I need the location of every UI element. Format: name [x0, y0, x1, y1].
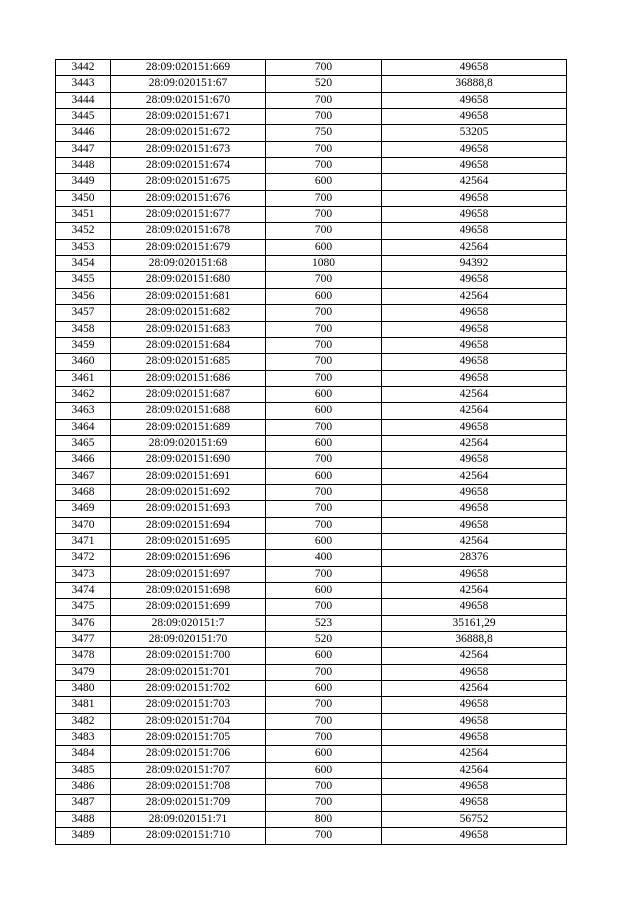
table-row: [56, 713, 567, 729]
table-row: [56, 272, 567, 288]
row-number-cell: 3444: [56, 92, 111, 108]
value-cell: 49658: [382, 92, 567, 108]
table-row: [56, 648, 567, 664]
row-number-cell: 3447: [56, 141, 111, 157]
table-row: [56, 779, 567, 795]
row-number-cell: 3465: [56, 435, 111, 451]
table-row: [56, 501, 567, 517]
row-number-cell: 3450: [56, 190, 111, 206]
row-number-cell: 3459: [56, 337, 111, 353]
area-cell: 700: [266, 566, 382, 582]
value-cell: 49658: [382, 321, 567, 337]
cadastral-number-cell: 28:09:020151:68: [111, 256, 266, 272]
table-row: [56, 746, 567, 762]
row-number-cell: 3451: [56, 207, 111, 223]
value-cell: 42564: [382, 386, 567, 402]
cadastral-number-cell: 28:09:020151:708: [111, 779, 266, 795]
table-row: [56, 288, 567, 304]
table-row: [56, 419, 567, 435]
area-cell: 1080: [266, 256, 382, 272]
cadastral-number-cell: 28:09:020151:685: [111, 354, 266, 370]
table-row: [56, 141, 567, 157]
cadastral-number-cell: 28:09:020151:67: [111, 76, 266, 92]
value-cell: 49658: [382, 109, 567, 125]
table-row: [56, 762, 567, 778]
value-cell: 42564: [382, 288, 567, 304]
value-cell: 42564: [382, 533, 567, 549]
value-cell: 36888,8: [382, 632, 567, 648]
row-number-cell: 3482: [56, 713, 111, 729]
row-number-cell: 3470: [56, 517, 111, 533]
area-cell: 800: [266, 811, 382, 827]
area-cell: 700: [266, 697, 382, 713]
row-number-cell: 3466: [56, 452, 111, 468]
cadastral-number-cell: 28:09:020151:696: [111, 550, 266, 566]
row-number-cell: 3471: [56, 533, 111, 549]
table-row: [56, 435, 567, 451]
area-cell: 600: [266, 435, 382, 451]
value-cell: 49658: [382, 452, 567, 468]
cadastral-number-cell: 28:09:020151:671: [111, 109, 266, 125]
cadastral-number-cell: 28:09:020151:695: [111, 533, 266, 549]
row-number-cell: 3443: [56, 76, 111, 92]
value-cell: 42564: [382, 648, 567, 664]
value-cell: 42564: [382, 681, 567, 697]
cadastral-number-cell: 28:09:020151:687: [111, 386, 266, 402]
row-number-cell: 3463: [56, 403, 111, 419]
area-cell: 600: [266, 468, 382, 484]
area-cell: 520: [266, 76, 382, 92]
table-row: [56, 337, 567, 353]
cadastral-number-cell: 28:09:020151:700: [111, 648, 266, 664]
table-row: [56, 730, 567, 746]
cadastral-number-cell: 28:09:020151:673: [111, 141, 266, 157]
value-cell: 49658: [382, 501, 567, 517]
cadastral-number-cell: 28:09:020151:70: [111, 632, 266, 648]
cadastral-number-cell: 28:09:020151:681: [111, 288, 266, 304]
cadastral-number-cell: 28:09:020151:691: [111, 468, 266, 484]
parcel-table-body: [56, 60, 567, 845]
area-cell: 600: [266, 762, 382, 778]
row-number-cell: 3449: [56, 174, 111, 190]
row-number-cell: 3486: [56, 779, 111, 795]
value-cell: 42564: [382, 174, 567, 190]
cadastral-number-cell: 28:09:020151:683: [111, 321, 266, 337]
value-cell: 49658: [382, 697, 567, 713]
area-cell: 600: [266, 533, 382, 549]
table-row: [56, 632, 567, 648]
row-number-cell: 3473: [56, 566, 111, 582]
row-number-cell: 3469: [56, 501, 111, 517]
cadastral-number-cell: 28:09:020151:699: [111, 599, 266, 615]
value-cell: 42564: [382, 583, 567, 599]
value-cell: 49658: [382, 272, 567, 288]
cadastral-number-cell: 28:09:020151:707: [111, 762, 266, 778]
area-cell: 600: [266, 174, 382, 190]
area-cell: 523: [266, 615, 382, 631]
value-cell: 35161,29: [382, 615, 567, 631]
cadastral-number-cell: 28:09:020151:704: [111, 713, 266, 729]
row-number-cell: 3460: [56, 354, 111, 370]
table-row: [56, 599, 567, 615]
value-cell: 42564: [382, 403, 567, 419]
area-cell: 600: [266, 403, 382, 419]
cadastral-number-cell: 28:09:020151:690: [111, 452, 266, 468]
value-cell: 42564: [382, 239, 567, 255]
area-cell: 700: [266, 419, 382, 435]
value-cell: 49658: [382, 730, 567, 746]
table-row: [56, 223, 567, 239]
row-number-cell: 3445: [56, 109, 111, 125]
row-number-cell: 3468: [56, 484, 111, 500]
area-cell: 520: [266, 632, 382, 648]
table-row: [56, 681, 567, 697]
cadastral-number-cell: 28:09:020151:71: [111, 811, 266, 827]
table-row: [56, 190, 567, 206]
row-number-cell: 3442: [56, 60, 111, 76]
cadastral-number-cell: 28:09:020151:669: [111, 60, 266, 76]
row-number-cell: 3454: [56, 256, 111, 272]
row-number-cell: 3462: [56, 386, 111, 402]
area-cell: 700: [266, 337, 382, 353]
value-cell: 49658: [382, 354, 567, 370]
row-number-cell: 3474: [56, 583, 111, 599]
value-cell: 49658: [382, 664, 567, 680]
area-cell: 600: [266, 648, 382, 664]
area-cell: 700: [266, 60, 382, 76]
row-number-cell: 3478: [56, 648, 111, 664]
table-row: [56, 664, 567, 680]
cadastral-number-cell: 28:09:020151:677: [111, 207, 266, 223]
cadastral-number-cell: 28:09:020151:697: [111, 566, 266, 582]
area-cell: 700: [266, 305, 382, 321]
table-row: [56, 468, 567, 484]
cadastral-number-cell: 28:09:020151:706: [111, 746, 266, 762]
area-cell: 700: [266, 599, 382, 615]
area-cell: 700: [266, 141, 382, 157]
table-row: [56, 76, 567, 92]
value-cell: 36888,8: [382, 76, 567, 92]
table-row: [56, 256, 567, 272]
cadastral-number-cell: 28:09:020151:688: [111, 403, 266, 419]
row-number-cell: 3484: [56, 746, 111, 762]
area-cell: 700: [266, 223, 382, 239]
cadastral-number-cell: 28:09:020151:686: [111, 370, 266, 386]
value-cell: 49658: [382, 828, 567, 844]
value-cell: 49658: [382, 566, 567, 582]
area-cell: 700: [266, 190, 382, 206]
cadastral-number-cell: 28:09:020151:678: [111, 223, 266, 239]
value-cell: 42564: [382, 746, 567, 762]
value-cell: 42564: [382, 762, 567, 778]
row-number-cell: 3472: [56, 550, 111, 566]
cadastral-number-cell: 28:09:020151:692: [111, 484, 266, 500]
row-number-cell: 3453: [56, 239, 111, 255]
area-cell: 700: [266, 713, 382, 729]
value-cell: 42564: [382, 435, 567, 451]
area-cell: 600: [266, 681, 382, 697]
row-number-cell: 3489: [56, 828, 111, 844]
table-row: [56, 697, 567, 713]
table-row: [56, 321, 567, 337]
row-number-cell: 3487: [56, 795, 111, 811]
row-number-cell: 3476: [56, 615, 111, 631]
row-number-cell: 3457: [56, 305, 111, 321]
cadastral-number-cell: 28:09:020151:709: [111, 795, 266, 811]
cadastral-number-cell: 28:09:020151:698: [111, 583, 266, 599]
table-row: [56, 239, 567, 255]
row-number-cell: 3488: [56, 811, 111, 827]
table-row: [56, 566, 567, 582]
area-cell: 700: [266, 158, 382, 174]
value-cell: 53205: [382, 125, 567, 141]
table-row: [56, 403, 567, 419]
table-row: [56, 828, 567, 844]
table-row: [56, 484, 567, 500]
cadastral-number-cell: 28:09:020151:679: [111, 239, 266, 255]
value-cell: 49658: [382, 599, 567, 615]
cadastral-number-cell: 28:09:020151:680: [111, 272, 266, 288]
table-row: [56, 615, 567, 631]
row-number-cell: 3485: [56, 762, 111, 778]
cadastral-number-cell: 28:09:020151:705: [111, 730, 266, 746]
row-number-cell: 3479: [56, 664, 111, 680]
value-cell: 42564: [382, 468, 567, 484]
area-cell: 700: [266, 272, 382, 288]
value-cell: 49658: [382, 484, 567, 500]
area-cell: 700: [266, 92, 382, 108]
value-cell: 49658: [382, 713, 567, 729]
area-cell: 700: [266, 517, 382, 533]
row-number-cell: 3448: [56, 158, 111, 174]
value-cell: 49658: [382, 370, 567, 386]
table-row: [56, 158, 567, 174]
area-cell: 700: [266, 452, 382, 468]
area-cell: 700: [266, 795, 382, 811]
area-cell: 700: [266, 730, 382, 746]
area-cell: 600: [266, 386, 382, 402]
parcel-table: [55, 59, 567, 845]
row-number-cell: 3455: [56, 272, 111, 288]
table-row: [56, 60, 567, 76]
area-cell: 750: [266, 125, 382, 141]
row-number-cell: 3477: [56, 632, 111, 648]
cadastral-number-cell: 28:09:020151:703: [111, 697, 266, 713]
cadastral-number-cell: 28:09:020151:676: [111, 190, 266, 206]
area-cell: 700: [266, 207, 382, 223]
cadastral-number-cell: 28:09:020151:7: [111, 615, 266, 631]
value-cell: 49658: [382, 207, 567, 223]
row-number-cell: 3456: [56, 288, 111, 304]
cadastral-number-cell: 28:09:020151:69: [111, 435, 266, 451]
area-cell: 700: [266, 501, 382, 517]
area-cell: 600: [266, 288, 382, 304]
value-cell: 49658: [382, 517, 567, 533]
row-number-cell: 3446: [56, 125, 111, 141]
table-row: [56, 533, 567, 549]
value-cell: 49658: [382, 158, 567, 174]
value-cell: 49658: [382, 779, 567, 795]
row-number-cell: 3483: [56, 730, 111, 746]
table-row: [56, 811, 567, 827]
value-cell: 49658: [382, 795, 567, 811]
value-cell: 94392: [382, 256, 567, 272]
value-cell: 56752: [382, 811, 567, 827]
value-cell: 49658: [382, 190, 567, 206]
value-cell: 49658: [382, 223, 567, 239]
table-row: [56, 174, 567, 190]
table-row: [56, 109, 567, 125]
table-row: [56, 550, 567, 566]
value-cell: 49658: [382, 60, 567, 76]
cadastral-number-cell: 28:09:020151:701: [111, 664, 266, 680]
table-row: [56, 370, 567, 386]
cadastral-number-cell: 28:09:020151:670: [111, 92, 266, 108]
row-number-cell: 3480: [56, 681, 111, 697]
cadastral-number-cell: 28:09:020151:674: [111, 158, 266, 174]
row-number-cell: 3481: [56, 697, 111, 713]
row-number-cell: 3464: [56, 419, 111, 435]
value-cell: 49658: [382, 419, 567, 435]
area-cell: 700: [266, 109, 382, 125]
area-cell: 700: [266, 779, 382, 795]
cadastral-number-cell: 28:09:020151:694: [111, 517, 266, 533]
area-cell: 600: [266, 746, 382, 762]
row-number-cell: 3461: [56, 370, 111, 386]
area-cell: 700: [266, 484, 382, 500]
table-row: [56, 386, 567, 402]
cadastral-number-cell: 28:09:020151:684: [111, 337, 266, 353]
value-cell: 49658: [382, 141, 567, 157]
value-cell: 49658: [382, 337, 567, 353]
cadastral-number-cell: 28:09:020151:675: [111, 174, 266, 190]
area-cell: 700: [266, 370, 382, 386]
table-row: [56, 92, 567, 108]
area-cell: 700: [266, 828, 382, 844]
table-row: [56, 795, 567, 811]
cadastral-number-cell: 28:09:020151:689: [111, 419, 266, 435]
cadastral-number-cell: 28:09:020151:682: [111, 305, 266, 321]
value-cell: 49658: [382, 305, 567, 321]
row-number-cell: 3452: [56, 223, 111, 239]
row-number-cell: 3458: [56, 321, 111, 337]
table-row: [56, 517, 567, 533]
area-cell: 600: [266, 583, 382, 599]
area-cell: 700: [266, 664, 382, 680]
row-number-cell: 3467: [56, 468, 111, 484]
table-row: [56, 305, 567, 321]
table-row: [56, 207, 567, 223]
row-number-cell: 3475: [56, 599, 111, 615]
cadastral-number-cell: 28:09:020151:702: [111, 681, 266, 697]
table-row: [56, 583, 567, 599]
value-cell: 28376: [382, 550, 567, 566]
area-cell: 700: [266, 321, 382, 337]
table-row: [56, 354, 567, 370]
table-row: [56, 452, 567, 468]
cadastral-number-cell: 28:09:020151:672: [111, 125, 266, 141]
area-cell: 400: [266, 550, 382, 566]
area-cell: 600: [266, 239, 382, 255]
area-cell: 700: [266, 354, 382, 370]
cadastral-number-cell: 28:09:020151:710: [111, 828, 266, 844]
cadastral-number-cell: 28:09:020151:693: [111, 501, 266, 517]
table-row: [56, 125, 567, 141]
